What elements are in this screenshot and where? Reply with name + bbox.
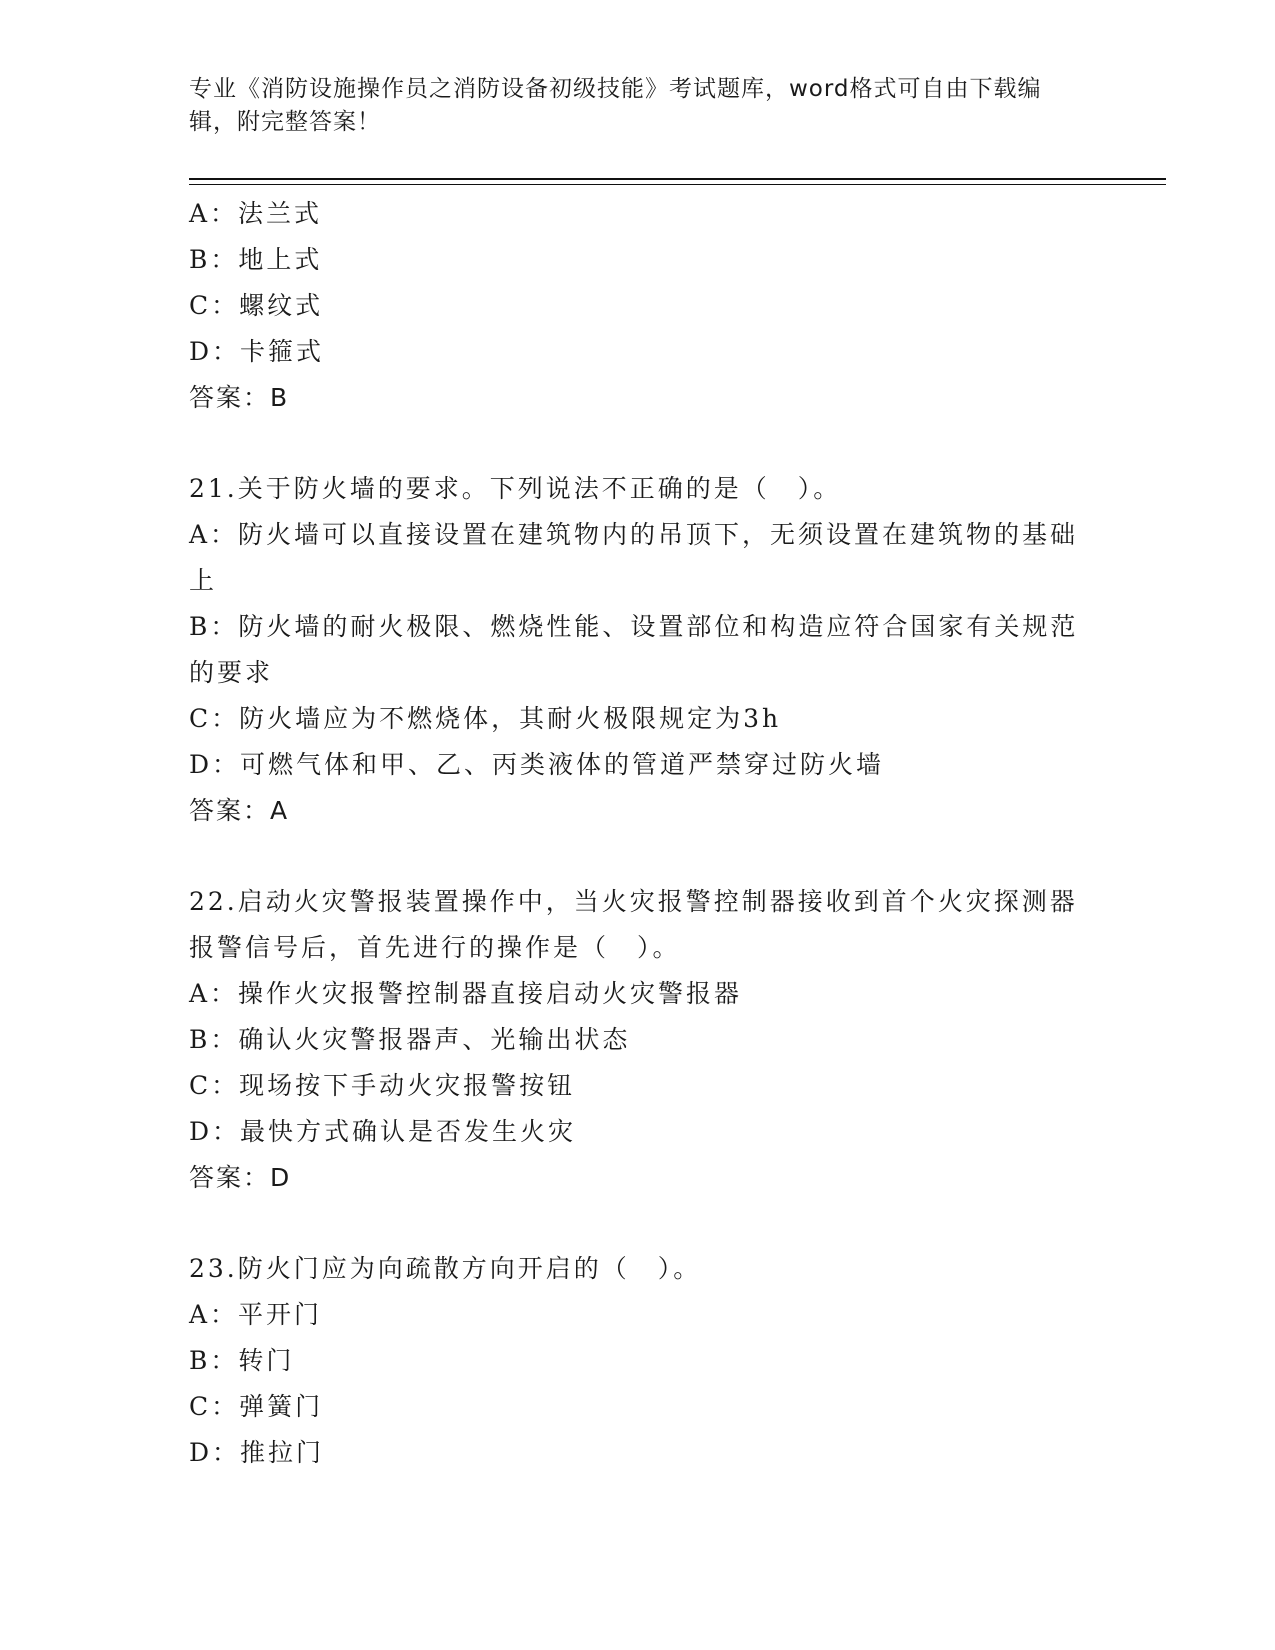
answer-line: 答案：A bbox=[189, 796, 290, 825]
answer-line: 答案：B bbox=[189, 383, 290, 412]
question-22 bbox=[189, 879, 1089, 1201]
option-b: B：转门 bbox=[189, 1346, 295, 1375]
header-divider-thin bbox=[189, 184, 1166, 185]
option-d: D：最快方式确认是否发生火灾 bbox=[189, 1117, 577, 1146]
option-d: D：推拉门 bbox=[189, 1438, 325, 1467]
option-a: A：防火墙可以直接设置在建筑物内的吊顶下，无须设置在建筑物的基础上 bbox=[189, 520, 1079, 595]
option-c: C：防火墙应为不燃烧体，其耐火极限规定为3h bbox=[189, 704, 782, 733]
option-c: C：弹簧门 bbox=[189, 1392, 324, 1421]
option-b: B：防火墙的耐火极限、燃烧性能、设置部位和构造应符合国家有关规范的要求 bbox=[189, 612, 1079, 687]
question-21 bbox=[189, 466, 1089, 834]
option-c: C：螺纹式 bbox=[189, 291, 324, 320]
answer-line: 答案：D bbox=[189, 1163, 292, 1192]
question-stem: 21.关于防火墙的要求。下列说法不正确的是（ ）。 bbox=[189, 474, 842, 503]
option-a: A：平开门 bbox=[189, 1300, 323, 1329]
question-list bbox=[189, 191, 1089, 1476]
question-stem: 22.启动火灾警报装置操作中，当火灾报警控制器接收到首个火灾探测器报警信号后，首先进行的操作是（ ）。 bbox=[189, 887, 1078, 962]
document-header: 专业《消防设施操作员之消防设备初级技能》考试题库，word格式可自由下载编辑，附完整答案！ bbox=[189, 76, 1042, 135]
option-b: B：地上式 bbox=[189, 245, 323, 274]
question-20 bbox=[189, 191, 1089, 421]
option-a: A：法兰式 bbox=[189, 199, 323, 228]
option-d: D：可燃气体和甲、乙、丙类液体的管道严禁穿过防火墙 bbox=[189, 750, 885, 779]
question-23 bbox=[189, 1246, 1089, 1476]
option-c: C：现场按下手动火灾报警按钮 bbox=[189, 1071, 576, 1100]
question-stem: 23.防火门应为向疏散方向开启的（ ）。 bbox=[189, 1254, 702, 1283]
header-divider-thick bbox=[189, 178, 1166, 180]
option-a: A：操作火灾报警控制器直接启动火灾警报器 bbox=[189, 979, 743, 1008]
option-b: B：确认火灾警报器声、光输出状态 bbox=[189, 1025, 631, 1054]
option-d: D：卡箍式 bbox=[189, 337, 325, 366]
